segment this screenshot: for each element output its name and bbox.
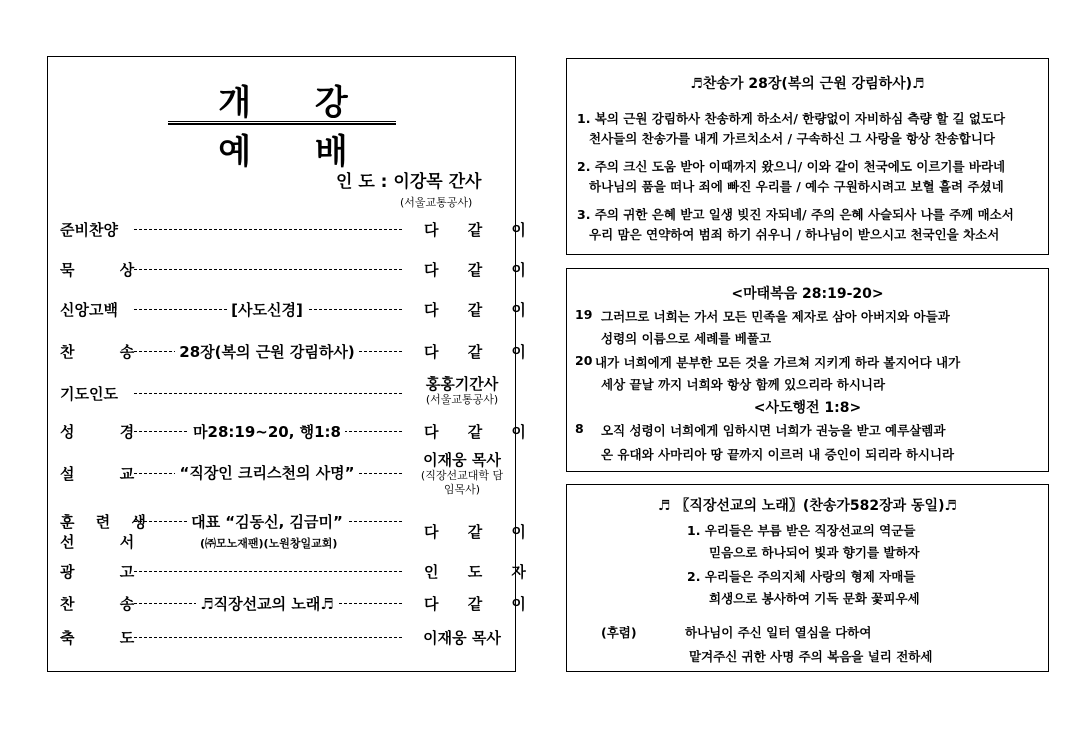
verse-line: 그러므로 너희는 가서 모든 민족을 제자로 삼아 아버지와 아들과 [601,309,950,324]
song-line: 믿음으로 하나되어 빛과 향기를 발하자 [709,545,920,560]
order-label: 묵 상 [60,261,155,279]
dash-leader [134,637,402,638]
scripture-heading-matthew: <마태복음 28:19-20> [731,286,884,302]
hymn-line: 하나님의 품을 떠나 죄에 빠진 우리를 / 예수 구원하시려고 보혈 흘려 주셨네 [589,179,1004,194]
order-item: 대표 “김동신, 김금미” [187,513,347,531]
hymn-line: 천사들의 찬송가를 내게 가르치소서 / 구속하신 그 사랑을 항상 찬송합니다 [589,131,995,146]
order-performer: 다 같 이 [424,595,538,613]
order-performer: 인 도 자 [424,563,538,581]
performer-name: 홍홍기간사 [425,375,499,393]
order-label: 준비찬양 [60,221,118,239]
order-item: [사도신경] [227,301,307,319]
verse-line: 온 유대와 사마리아 땅 끝까지 이르러 내 증인이 되리라 하시니라 [601,447,955,462]
dash-leader [134,393,402,394]
song-line: 1. 우리들은 부름 받은 직장선교의 역군들 [687,523,916,538]
order-label: 찬 송 [60,595,155,613]
refrain-line: 하나님이 주신 일터 열심을 다하여 [685,625,872,640]
order-row [60,591,538,617]
hymn-line: 2. 주의 크신 도움 받아 이때까지 왔으니/ 이와 같이 천국에도 이르기를 바라네 [577,159,1006,174]
order-row [60,451,508,507]
hymn-line: 우리 맘은 연약하여 범죄 하기 쉬우니 / 하나님이 받으시고 천국인을 차소서 [589,227,1000,242]
order-item: “직장인 크리스천의 사명” [175,464,358,482]
verse-line: 성령의 이름으로 세례를 베풀고 [601,331,772,346]
order-label: 기도인도 [60,385,118,403]
hymn-box [566,58,1049,255]
title-underline [168,121,396,125]
order-item-wrap [132,341,402,363]
order-label: 설 교 [60,465,155,483]
performer-affiliation: (서울교통공사) [425,393,499,406]
order-label: 신앙고백 [60,301,118,319]
hymn-line: 3. 주의 귀한 은혜 받고 일생 빚진 자되네/ 주의 은혜 사슬되사 나를 주께 매소서 [577,207,1014,222]
order-label-line2: 선 서 [60,533,155,551]
song-line: 2. 우리들은 주의지체 사랑의 형제 자매들 [687,569,916,584]
order-performer [412,375,512,407]
refrain-label: (후렴) [601,625,637,640]
order-performer: 다 같 이 [424,301,538,319]
order-label: 광 고 [60,563,155,581]
hymn-line: 1. 복의 근원 강림하사 찬송하게 하소서/ 한량없이 자비하심 측량 할 길 없도다 [577,111,1006,126]
order-performer: 다 같 이 [424,523,538,541]
order-label: 훈 련 생 [60,513,154,531]
order-item-wrap [132,421,402,443]
order-item-wrap [132,462,402,484]
order-note: (㈜모노재팬)(노원창일교회) [200,537,338,550]
order-performer: 다 같 이 [424,343,538,361]
performer-name: 이재웅 목사 [423,451,501,469]
order-performer: 이재웅 목사 [423,629,501,647]
song-heading: ♬ 〖직장선교의 노래〗(찬송가582장과 동일)♬ [657,498,958,514]
order-of-worship-panel [47,56,538,672]
order-item: ♬직장선교의 노래♬ [196,595,338,613]
page-title: 개 강 예 배 [218,83,374,172]
order-row [60,511,538,557]
song-line: 희생으로 봉사하여 기독 문화 꽃피우세 [709,591,920,606]
scripture-heading-acts: <사도행전 1:8> [753,400,862,416]
verse-number: 19 [575,307,593,322]
dash-leader [134,229,402,230]
performer-affiliation: (직장선교대학 담임목사) [420,469,504,496]
leader-text: 인 도 : 이강목 간사 [336,172,482,192]
hymn-heading: ♬찬송가 28장(복의 근원 강림하사)♬ [690,76,925,92]
verse-number: 20 [575,353,593,368]
order-row [60,625,508,651]
order-row [60,559,538,585]
order-label: 성 경 [60,423,155,441]
dash-leader [134,571,402,572]
leader-org: (서울교통공사) [400,196,473,209]
song-box [566,484,1049,672]
order-label: 찬 송 [60,343,155,361]
order-item: 마28:19~20, 행1:8 [189,423,345,441]
order-row [60,339,538,365]
dash-leader [134,269,402,270]
verse-line: 세상 끝날 까지 너희와 항상 함께 있으리라 하시니라 [601,377,886,392]
order-performer: 다 같 이 [424,261,538,279]
verse-number: 8 [575,421,584,436]
verse-line: 오직 성령이 너희에게 임하시면 너희가 권능을 받고 예루살렘과 [601,423,946,438]
refrain-line: 맡겨주신 귀한 사명 주의 복음을 널리 전하세 [689,649,933,664]
order-performer [412,451,512,497]
order-item: 28장(복의 근원 강림하사) [175,343,358,361]
order-row [60,217,538,243]
order-row [60,419,538,445]
order-performer: 다 같 이 [424,221,538,239]
order-item-wrap [132,299,402,321]
verse-line: 내가 너희에게 분부한 모든 것을 가르쳐 지키게 하라 볼지어다 내가 [595,355,961,370]
order-row [60,257,538,283]
order-item-wrap [132,511,402,533]
order-label: 축 도 [60,629,155,647]
order-row [60,297,538,323]
scripture-box [566,268,1049,472]
order-row [60,375,508,411]
order-performer: 다 같 이 [424,423,538,441]
order-item-wrap [132,593,402,615]
